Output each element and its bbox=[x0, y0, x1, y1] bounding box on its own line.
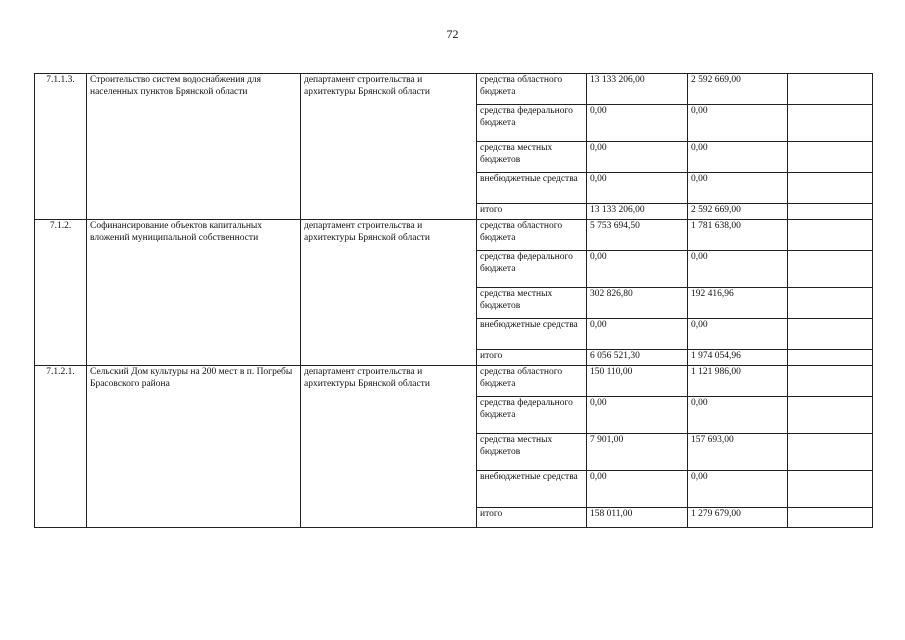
amount-year-2: 0,00 bbox=[688, 397, 788, 434]
funding-source-label: средства местных бюджетов bbox=[477, 288, 587, 319]
amount-year-3 bbox=[788, 74, 873, 105]
amount-year-1: 0,00 bbox=[587, 397, 688, 434]
amount-year-2: 1 121 986,00 bbox=[688, 366, 788, 397]
amount-year-3 bbox=[788, 397, 873, 434]
amount-year-1: 0,00 bbox=[587, 251, 688, 288]
item-code: 7.1.2. bbox=[35, 220, 87, 366]
funding-source-label: средства областного бюджета bbox=[477, 220, 587, 251]
amount-year-1: 6 056 521,30 bbox=[587, 350, 688, 366]
amount-year-1: 7 901,00 bbox=[587, 434, 688, 471]
funding-source-label: средства областного бюджета bbox=[477, 74, 587, 105]
table-row bbox=[35, 74, 873, 105]
amount-year-2: 1 279 679,00 bbox=[688, 508, 788, 528]
amount-year-3 bbox=[788, 220, 873, 251]
funding-source-label: итого bbox=[477, 204, 587, 220]
item-executor: департамент строительства и архитектуры Брянской области bbox=[301, 74, 477, 220]
funding-source-label: средства областного бюджета bbox=[477, 366, 587, 397]
funding-source-label: внебюджетные средства bbox=[477, 173, 587, 204]
item-code: 7.1.1.3. bbox=[35, 74, 87, 220]
amount-year-3 bbox=[788, 471, 873, 508]
amount-year-3 bbox=[788, 173, 873, 204]
amount-year-1: 0,00 bbox=[587, 471, 688, 508]
amount-year-3 bbox=[788, 319, 873, 350]
item-executor: департамент строительства и архитектуры Брянской области bbox=[301, 366, 477, 528]
funding-source-label: итого bbox=[477, 508, 587, 528]
item-executor: департамент строительства и архитектуры Брянской области bbox=[301, 220, 477, 366]
amount-year-2: 0,00 bbox=[688, 142, 788, 173]
amount-year-1: 0,00 bbox=[587, 173, 688, 204]
amount-year-1: 13 133 206,00 bbox=[587, 74, 688, 105]
amount-year-1: 302 826,80 bbox=[587, 288, 688, 319]
amount-year-1: 13 133 206,00 bbox=[587, 204, 688, 220]
amount-year-3 bbox=[788, 434, 873, 471]
funding-source-label: средства местных бюджетов bbox=[477, 434, 587, 471]
amount-year-2: 0,00 bbox=[688, 173, 788, 204]
amount-year-2: 0,00 bbox=[688, 319, 788, 350]
funding-source-label: внебюджетные средства bbox=[477, 471, 587, 508]
funding-source-label: итого bbox=[477, 350, 587, 366]
amount-year-2: 192 416,96 bbox=[688, 288, 788, 319]
funding-source-label: средства федерального бюджета bbox=[477, 251, 587, 288]
amount-year-3 bbox=[788, 105, 873, 142]
amount-year-1: 158 011,00 bbox=[587, 508, 688, 528]
item-code: 7.1.2.1. bbox=[35, 366, 87, 528]
amount-year-1: 0,00 bbox=[587, 105, 688, 142]
amount-year-3 bbox=[788, 204, 873, 220]
funding-source-label: средства федерального бюджета bbox=[477, 397, 587, 434]
amount-year-3 bbox=[788, 350, 873, 366]
page-number: 72 bbox=[446, 27, 459, 41]
amount-year-2: 0,00 bbox=[688, 251, 788, 288]
item-name: Софинансирование объектов капитальных вложений муниципальной собственности bbox=[87, 220, 301, 366]
amount-year-3 bbox=[788, 508, 873, 528]
item-name: Строительство систем водоснабжения для населенных пунктов Брянской области bbox=[87, 74, 301, 220]
amount-year-2: 0,00 bbox=[688, 105, 788, 142]
amount-year-2: 2 592 669,00 bbox=[688, 74, 788, 105]
amount-year-3 bbox=[788, 288, 873, 319]
amount-year-3 bbox=[788, 366, 873, 397]
funding-source-label: средства федерального бюджета bbox=[477, 105, 587, 142]
amount-year-2: 1 781 638,00 bbox=[688, 220, 788, 251]
table-row bbox=[35, 220, 873, 251]
amount-year-1: 0,00 bbox=[587, 142, 688, 173]
table-row bbox=[35, 366, 873, 397]
amount-year-2: 0,00 bbox=[688, 471, 788, 508]
amount-year-1: 150 110,00 bbox=[587, 366, 688, 397]
amount-year-3 bbox=[788, 142, 873, 173]
amount-year-1: 0,00 bbox=[587, 319, 688, 350]
funding-source-label: средства местных бюджетов bbox=[477, 142, 587, 173]
amount-year-2: 1 974 054,96 bbox=[688, 350, 788, 366]
item-name: Сельский Дом культуры на 200 мест в п. Погребы Брасовского района bbox=[87, 366, 301, 528]
budget-table bbox=[34, 73, 873, 528]
amount-year-2: 157 693,00 bbox=[688, 434, 788, 471]
amount-year-3 bbox=[788, 251, 873, 288]
funding-source-label: внебюджетные средства bbox=[477, 319, 587, 350]
amount-year-1: 5 753 694,50 bbox=[587, 220, 688, 251]
amount-year-2: 2 592 669,00 bbox=[688, 204, 788, 220]
